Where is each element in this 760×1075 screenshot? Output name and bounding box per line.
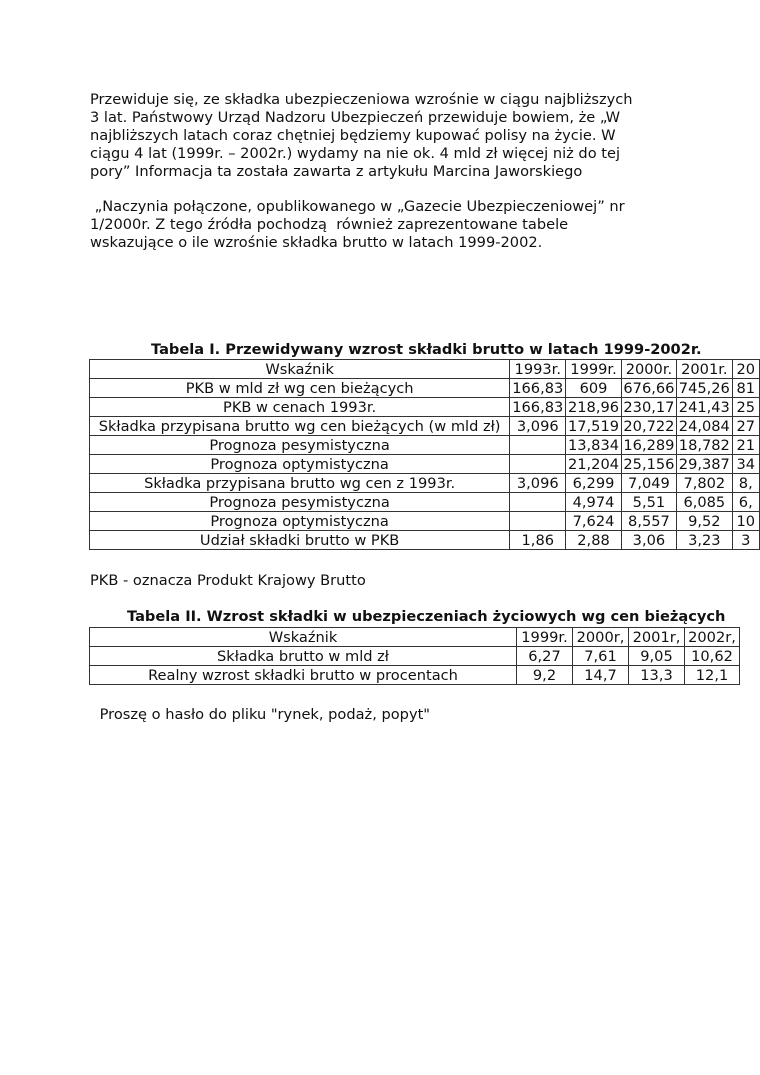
table-row: [90, 512, 760, 531]
text-line: wskazujące o ile wzrośnie składka brutto w latach 1999-2002.: [90, 234, 543, 251]
table-cell: Realny wzrost składki brutto w procentach: [90, 666, 517, 685]
text-line: 3 lat. Państwowy Urząd Nadzoru Ubezpieczeń przewiduje bowiem, że „W: [90, 109, 621, 126]
table-cell: 7,624: [566, 512, 621, 531]
table-cell: 13,834: [566, 436, 621, 455]
table-cell: [510, 436, 566, 455]
table-header-cell: 2000r,: [573, 628, 629, 647]
intro-paragraph: [90, 91, 670, 181]
table-cell: 609: [566, 379, 621, 398]
table-cell: 7,802: [677, 474, 732, 493]
table-header-cell: 1999r.: [566, 360, 621, 379]
life-insurance-table: [89, 627, 740, 685]
abbreviation-note: PKB - oznacza Produkt Krajowy Brutto: [90, 572, 366, 589]
source-paragraph: [90, 198, 670, 252]
table-cell: PKB w cenach 1993r.: [90, 398, 510, 417]
table-row: [90, 417, 760, 436]
table2-caption: Tabela II. Wzrost składki w ubezpieczeniach życiowych wg cen bieżących: [127, 608, 726, 625]
table-cell: 12,1: [685, 666, 740, 685]
closing-request: Proszę o hasło do pliku "rynek, podaż, popyt": [95, 706, 431, 723]
table-row: [90, 647, 740, 666]
table-cell: Składka brutto w mld zł: [90, 647, 517, 666]
table-cell: 25: [732, 398, 759, 417]
table1-caption: Tabela I. Przewidywany wzrost składki brutto w latach 1999-2002r.: [151, 341, 702, 358]
table-cell: Udział składki brutto w PKB: [90, 531, 510, 550]
table-cell: 2,88: [566, 531, 621, 550]
table-cell: 5,51: [621, 493, 676, 512]
table-cell: [510, 493, 566, 512]
table-header-row: [90, 628, 740, 647]
table-row: [90, 493, 760, 512]
table-cell: 10: [732, 512, 759, 531]
table-row: [90, 455, 760, 474]
table-cell: 18,782: [677, 436, 732, 455]
table-header-cell: 20: [732, 360, 759, 379]
table-cell: [510, 455, 566, 474]
table-row: [90, 531, 760, 550]
table-cell: 241,43: [677, 398, 732, 417]
table-cell: 6,085: [677, 493, 732, 512]
table-cell: 3,23: [677, 531, 732, 550]
table-cell: 21: [732, 436, 759, 455]
table-header-row: [90, 360, 760, 379]
table-cell: 230,17: [621, 398, 676, 417]
table-cell: 7,049: [621, 474, 676, 493]
table-cell: 81: [732, 379, 759, 398]
table-cell: 218,96: [566, 398, 621, 417]
table-header-cell: 2001r,: [629, 628, 685, 647]
text-line: pory” Informacja ta została zawarta z artykułu Marcina Jaworskiego: [90, 163, 583, 180]
table-cell: 3: [732, 531, 759, 550]
table-cell: 4,974: [566, 493, 621, 512]
table-cell: 24,084: [677, 417, 732, 436]
table-cell: 27: [732, 417, 759, 436]
table-cell: 6,27: [517, 647, 573, 666]
table-cell: 16,289: [621, 436, 676, 455]
table-row: [90, 436, 760, 455]
table-cell: 14,7: [573, 666, 629, 685]
table-cell: 8,557: [621, 512, 676, 531]
table-header-cell: Wskaźnik: [90, 360, 510, 379]
text-line: „Naczynia połączone, opublikowanego w „Gazecie Ubezpieczeniowej” nr: [90, 198, 625, 215]
text-line: najbliższych latach coraz chętniej będziemy kupować polisy na życie. W: [90, 127, 616, 144]
table-cell: 29,387: [677, 455, 732, 474]
text-line: Przewiduje się, ze składka ubezpieczeniowa wzrośnie w ciągu najbliższych: [90, 91, 633, 108]
table1-body: [90, 360, 760, 550]
table-cell: PKB w mld zł wg cen bieżących: [90, 379, 510, 398]
table-cell: 21,204: [566, 455, 621, 474]
premium-growth-table: [89, 359, 760, 550]
table-cell: 3,096: [510, 474, 566, 493]
table-row: [90, 474, 760, 493]
table-cell: 6,: [732, 493, 759, 512]
table-cell: 676,66: [621, 379, 676, 398]
table-cell: 166,83: [510, 379, 566, 398]
table-header-cell: 2002r,: [685, 628, 740, 647]
table-cell: Składka przypisana brutto wg cen bieżących (w mld zł): [90, 417, 510, 436]
table-cell: 20,722: [621, 417, 676, 436]
table-cell: 9,52: [677, 512, 732, 531]
table-cell: 166,83: [510, 398, 566, 417]
table-cell: 9,05: [629, 647, 685, 666]
table-cell: Prognoza pesymistyczna: [90, 493, 510, 512]
table-cell: [510, 512, 566, 531]
table-cell: 6,299: [566, 474, 621, 493]
table-cell: Prognoza optymistyczna: [90, 512, 510, 531]
table-cell: 17,519: [566, 417, 621, 436]
text-line: 1/2000r. Z tego źródła pochodzą również zaprezentowane tabele: [90, 216, 569, 233]
table-row: [90, 666, 740, 685]
table-cell: Składka przypisana brutto wg cen z 1993r.: [90, 474, 510, 493]
table-header-cell: Wskaźnik: [90, 628, 517, 647]
table2-body: [90, 628, 740, 685]
table-header-cell: 1993r.: [510, 360, 566, 379]
table-cell: 25,156: [621, 455, 676, 474]
table-row: [90, 398, 760, 417]
table-cell: 3,06: [621, 531, 676, 550]
table-cell: 34: [732, 455, 759, 474]
table-cell: 8,: [732, 474, 759, 493]
table-header-cell: 1999r.: [517, 628, 573, 647]
table-cell: 745,26: [677, 379, 732, 398]
table-cell: 1,86: [510, 531, 566, 550]
text-line: ciągu 4 lat (1999r. – 2002r.) wydamy na nie ok. 4 mld zł więcej niż do tej: [90, 145, 621, 162]
table-row: [90, 379, 760, 398]
table-cell: 13,3: [629, 666, 685, 685]
table-cell: 10,62: [685, 647, 740, 666]
table-cell: Prognoza pesymistyczna: [90, 436, 510, 455]
table-header-cell: 2001r.: [677, 360, 732, 379]
table-cell: Prognoza optymistyczna: [90, 455, 510, 474]
table-cell: 9,2: [517, 666, 573, 685]
table-cell: 3,096: [510, 417, 566, 436]
table-header-cell: 2000r.: [621, 360, 676, 379]
table-cell: 7,61: [573, 647, 629, 666]
